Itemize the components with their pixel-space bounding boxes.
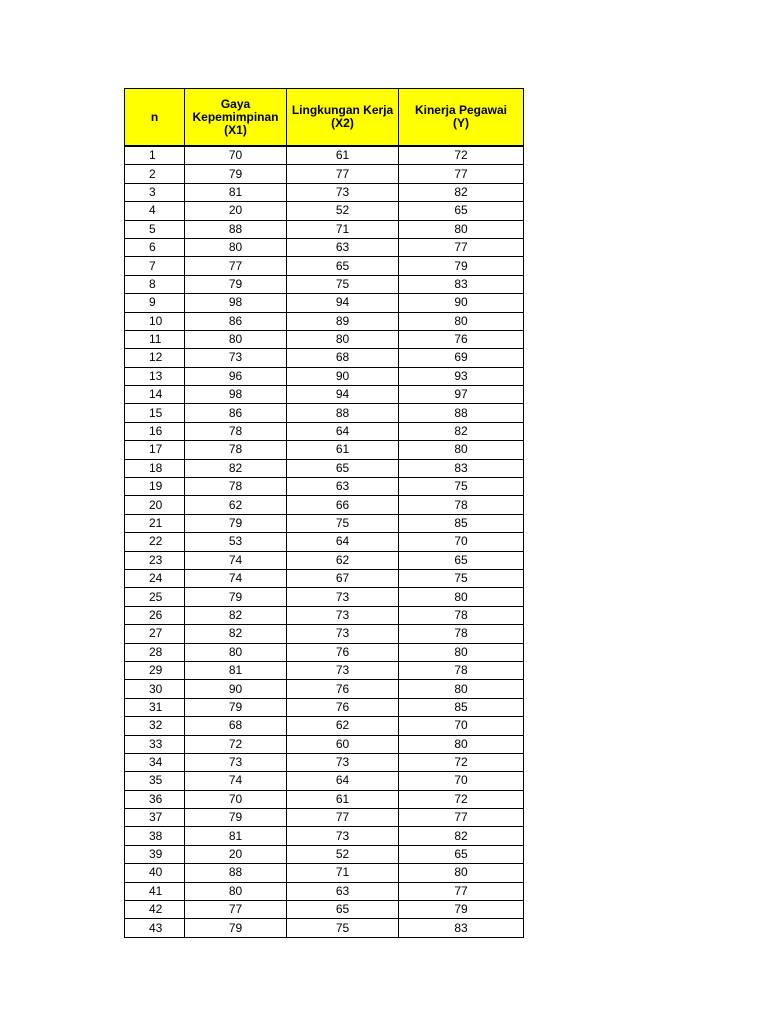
cell-x2: 52 xyxy=(287,845,399,863)
cell-n: 9 xyxy=(125,294,185,312)
table-row xyxy=(125,790,524,808)
cell-n: 31 xyxy=(125,698,185,716)
table-row xyxy=(125,901,524,919)
cell-x1: 78 xyxy=(185,422,287,440)
cell-y: 97 xyxy=(399,386,524,404)
cell-n: 23 xyxy=(125,551,185,569)
cell-y: 65 xyxy=(399,202,524,220)
table-row xyxy=(125,386,524,404)
cell-x2: 64 xyxy=(287,533,399,551)
cell-n: 38 xyxy=(125,827,185,845)
cell-x1: 82 xyxy=(185,459,287,477)
cell-y: 70 xyxy=(399,533,524,551)
cell-n: 20 xyxy=(125,496,185,514)
cell-x1: 79 xyxy=(185,514,287,532)
cell-x2: 61 xyxy=(287,790,399,808)
cell-n: 11 xyxy=(125,330,185,348)
cell-x1: 77 xyxy=(185,257,287,275)
cell-y: 83 xyxy=(399,919,524,937)
cell-n: 1 xyxy=(125,146,185,165)
cell-x2: 73 xyxy=(287,625,399,643)
cell-x2: 63 xyxy=(287,238,399,256)
cell-x1: 73 xyxy=(185,753,287,771)
cell-y: 79 xyxy=(399,257,524,275)
cell-x1: 20 xyxy=(185,845,287,863)
cell-x1: 68 xyxy=(185,717,287,735)
cell-y: 78 xyxy=(399,606,524,624)
cell-n: 19 xyxy=(125,478,185,496)
cell-n: 24 xyxy=(125,569,185,587)
cell-y: 80 xyxy=(399,588,524,606)
cell-x2: 80 xyxy=(287,330,399,348)
cell-x1: 77 xyxy=(185,901,287,919)
header-y-line-1: Kinerja Pegawai xyxy=(414,103,508,117)
cell-n: 33 xyxy=(125,735,185,753)
cell-x1: 98 xyxy=(185,294,287,312)
cell-n: 6 xyxy=(125,238,185,256)
cell-x1: 88 xyxy=(185,220,287,238)
cell-x1: 90 xyxy=(185,680,287,698)
cell-n: 10 xyxy=(125,312,185,330)
cell-y: 65 xyxy=(399,845,524,863)
cell-x1: 80 xyxy=(185,643,287,661)
table-row xyxy=(125,845,524,863)
cell-x1: 70 xyxy=(185,146,287,165)
cell-x2: 94 xyxy=(287,386,399,404)
cell-x2: 68 xyxy=(287,349,399,367)
cell-y: 79 xyxy=(399,901,524,919)
table-row xyxy=(125,294,524,312)
cell-n: 8 xyxy=(125,275,185,293)
table-row xyxy=(125,753,524,771)
cell-x2: 88 xyxy=(287,404,399,422)
table-row xyxy=(125,422,524,440)
cell-x1: 78 xyxy=(185,441,287,459)
cell-x2: 64 xyxy=(287,422,399,440)
cell-y: 80 xyxy=(399,220,524,238)
cell-x1: 20 xyxy=(185,202,287,220)
cell-x1: 78 xyxy=(185,478,287,496)
table-row xyxy=(125,514,524,532)
cell-n: 37 xyxy=(125,809,185,827)
cell-n: 14 xyxy=(125,386,185,404)
cell-n: 18 xyxy=(125,459,185,477)
cell-x2: 71 xyxy=(287,864,399,882)
table-row xyxy=(125,864,524,882)
cell-y: 72 xyxy=(399,753,524,771)
table-row xyxy=(125,569,524,587)
header-x2-line-2: (X2) xyxy=(331,116,354,130)
table-row xyxy=(125,146,524,165)
cell-x1: 73 xyxy=(185,349,287,367)
cell-y: 85 xyxy=(399,514,524,532)
cell-x2: 71 xyxy=(287,220,399,238)
header-row xyxy=(125,89,524,147)
table-row xyxy=(125,404,524,422)
table-row xyxy=(125,643,524,661)
cell-x2: 76 xyxy=(287,643,399,661)
table-row xyxy=(125,367,524,385)
cell-x2: 73 xyxy=(287,753,399,771)
cell-x2: 76 xyxy=(287,680,399,698)
table-body xyxy=(125,146,524,937)
table-row xyxy=(125,827,524,845)
cell-x1: 79 xyxy=(185,919,287,937)
cell-x1: 81 xyxy=(185,183,287,201)
table-row xyxy=(125,661,524,679)
cell-n: 3 xyxy=(125,183,185,201)
cell-n: 43 xyxy=(125,919,185,937)
table-row xyxy=(125,183,524,201)
table-row xyxy=(125,478,524,496)
cell-y: 72 xyxy=(399,790,524,808)
cell-y: 70 xyxy=(399,772,524,790)
cell-x2: 65 xyxy=(287,901,399,919)
table-row xyxy=(125,312,524,330)
cell-x1: 98 xyxy=(185,386,287,404)
cell-y: 75 xyxy=(399,569,524,587)
cell-y: 77 xyxy=(399,809,524,827)
cell-x2: 61 xyxy=(287,441,399,459)
table-row xyxy=(125,919,524,937)
cell-x1: 86 xyxy=(185,404,287,422)
cell-x2: 67 xyxy=(287,569,399,587)
table-header xyxy=(125,89,524,147)
cell-x2: 63 xyxy=(287,478,399,496)
cell-x2: 60 xyxy=(287,735,399,753)
cell-x2: 77 xyxy=(287,165,399,183)
cell-n: 34 xyxy=(125,753,185,771)
cell-y: 82 xyxy=(399,422,524,440)
cell-n: 22 xyxy=(125,533,185,551)
cell-x1: 80 xyxy=(185,882,287,900)
cell-x2: 73 xyxy=(287,827,399,845)
cell-x1: 88 xyxy=(185,864,287,882)
cell-x1: 79 xyxy=(185,698,287,716)
cell-n: 17 xyxy=(125,441,185,459)
cell-x1: 79 xyxy=(185,809,287,827)
cell-x2: 65 xyxy=(287,257,399,275)
cell-y: 90 xyxy=(399,294,524,312)
header-x1-line-1: Gaya xyxy=(220,96,251,111)
table-row xyxy=(125,330,524,348)
cell-x2: 77 xyxy=(287,809,399,827)
table-row xyxy=(125,772,524,790)
cell-n: 26 xyxy=(125,606,185,624)
cell-y: 82 xyxy=(399,183,524,201)
cell-n: 32 xyxy=(125,717,185,735)
cell-x1: 80 xyxy=(185,238,287,256)
table-row xyxy=(125,533,524,551)
cell-x1: 79 xyxy=(185,588,287,606)
cell-x1: 79 xyxy=(185,275,287,293)
table-row xyxy=(125,606,524,624)
cell-n: 25 xyxy=(125,588,185,606)
table-row xyxy=(125,257,524,275)
cell-y: 85 xyxy=(399,698,524,716)
cell-y: 93 xyxy=(399,367,524,385)
cell-n: 42 xyxy=(125,901,185,919)
cell-y: 83 xyxy=(399,459,524,477)
cell-y: 88 xyxy=(399,404,524,422)
cell-x1: 74 xyxy=(185,551,287,569)
cell-y: 77 xyxy=(399,165,524,183)
table-row xyxy=(125,496,524,514)
table-row xyxy=(125,882,524,900)
cell-x2: 63 xyxy=(287,882,399,900)
header-y-line-2: (Y) xyxy=(453,116,469,130)
cell-x2: 52 xyxy=(287,202,399,220)
cell-x1: 70 xyxy=(185,790,287,808)
cell-n: 16 xyxy=(125,422,185,440)
cell-n: 2 xyxy=(125,165,185,183)
cell-n: 28 xyxy=(125,643,185,661)
cell-x1: 86 xyxy=(185,312,287,330)
header-n-line: n xyxy=(150,109,159,124)
cell-x2: 94 xyxy=(287,294,399,312)
table-row xyxy=(125,625,524,643)
table-row xyxy=(125,717,524,735)
data-table xyxy=(124,88,524,938)
cell-n: 40 xyxy=(125,864,185,882)
cell-x2: 62 xyxy=(287,551,399,569)
table-row xyxy=(125,459,524,477)
cell-y: 78 xyxy=(399,661,524,679)
cell-y: 76 xyxy=(399,330,524,348)
table-row xyxy=(125,680,524,698)
cell-n: 15 xyxy=(125,404,185,422)
cell-x2: 73 xyxy=(287,661,399,679)
table-row xyxy=(125,441,524,459)
cell-x1: 74 xyxy=(185,772,287,790)
cell-x2: 73 xyxy=(287,588,399,606)
cell-y: 80 xyxy=(399,312,524,330)
header-x2 xyxy=(287,89,399,147)
table-row xyxy=(125,238,524,256)
cell-n: 41 xyxy=(125,882,185,900)
cell-x2: 61 xyxy=(287,146,399,165)
cell-n: 12 xyxy=(125,349,185,367)
cell-x1: 74 xyxy=(185,569,287,587)
cell-y: 82 xyxy=(399,827,524,845)
cell-x2: 89 xyxy=(287,312,399,330)
cell-n: 5 xyxy=(125,220,185,238)
cell-x1: 81 xyxy=(185,827,287,845)
cell-n: 4 xyxy=(125,202,185,220)
cell-x2: 76 xyxy=(287,698,399,716)
cell-x1: 82 xyxy=(185,606,287,624)
cell-y: 80 xyxy=(399,643,524,661)
cell-y: 70 xyxy=(399,717,524,735)
table-row xyxy=(125,735,524,753)
header-n xyxy=(125,89,185,147)
cell-y: 72 xyxy=(399,146,524,165)
cell-y: 78 xyxy=(399,496,524,514)
cell-x1: 80 xyxy=(185,330,287,348)
cell-x2: 75 xyxy=(287,514,399,532)
cell-x2: 66 xyxy=(287,496,399,514)
cell-x1: 82 xyxy=(185,625,287,643)
cell-x1: 96 xyxy=(185,367,287,385)
header-x1-line-3: (X1) xyxy=(224,122,247,137)
cell-y: 75 xyxy=(399,478,524,496)
cell-y: 80 xyxy=(399,441,524,459)
cell-n: 30 xyxy=(125,680,185,698)
cell-x2: 73 xyxy=(287,183,399,201)
table-row xyxy=(125,165,524,183)
cell-x1: 79 xyxy=(185,165,287,183)
table-row xyxy=(125,698,524,716)
header-x1 xyxy=(185,89,287,147)
cell-x2: 73 xyxy=(287,606,399,624)
table-row xyxy=(125,809,524,827)
cell-n: 36 xyxy=(125,790,185,808)
cell-x1: 53 xyxy=(185,533,287,551)
cell-x2: 75 xyxy=(287,919,399,937)
table-row xyxy=(125,349,524,367)
table-row xyxy=(125,220,524,238)
cell-y: 80 xyxy=(399,680,524,698)
cell-x2: 90 xyxy=(287,367,399,385)
table-row xyxy=(125,551,524,569)
cell-n: 21 xyxy=(125,514,185,532)
cell-y: 77 xyxy=(399,882,524,900)
cell-x1: 72 xyxy=(185,735,287,753)
cell-n: 27 xyxy=(125,625,185,643)
cell-y: 83 xyxy=(399,275,524,293)
table-row xyxy=(125,588,524,606)
header-x2-line-1: Lingkungan Kerja xyxy=(291,103,394,117)
cell-x2: 75 xyxy=(287,275,399,293)
cell-n: 7 xyxy=(125,257,185,275)
cell-n: 13 xyxy=(125,367,185,385)
table-row xyxy=(125,202,524,220)
cell-x2: 62 xyxy=(287,717,399,735)
header-y xyxy=(399,89,524,147)
cell-y: 80 xyxy=(399,864,524,882)
cell-x1: 81 xyxy=(185,661,287,679)
header-x1-line-2: Kepemimpinan xyxy=(192,109,279,124)
cell-n: 35 xyxy=(125,772,185,790)
cell-n: 39 xyxy=(125,845,185,863)
table-row xyxy=(125,275,524,293)
cell-x2: 64 xyxy=(287,772,399,790)
cell-n: 29 xyxy=(125,661,185,679)
cell-y: 65 xyxy=(399,551,524,569)
cell-y: 69 xyxy=(399,349,524,367)
cell-x1: 62 xyxy=(185,496,287,514)
cell-y: 80 xyxy=(399,735,524,753)
cell-y: 78 xyxy=(399,625,524,643)
cell-x2: 65 xyxy=(287,459,399,477)
cell-y: 77 xyxy=(399,238,524,256)
